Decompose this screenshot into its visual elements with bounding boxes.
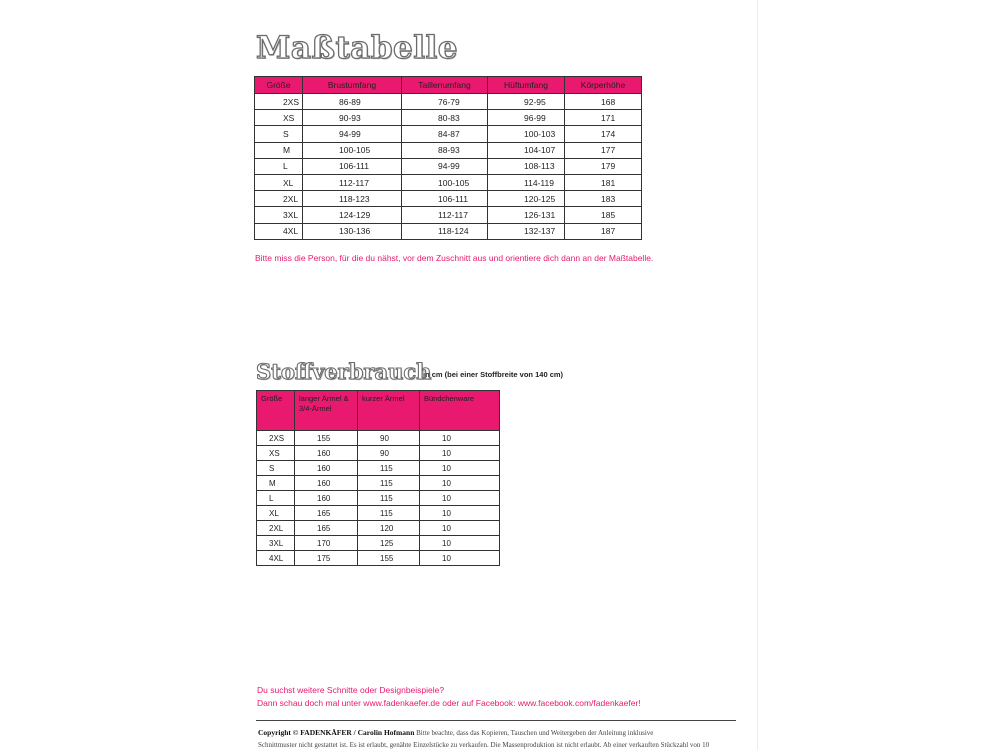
value-cell: 100-105 <box>303 142 402 158</box>
size-cell: 4XL <box>255 223 303 239</box>
value-cell: 187 <box>565 223 642 239</box>
value-cell: 10 <box>420 491 500 506</box>
header-cell: Taillenumfang <box>402 77 488 94</box>
table-row <box>257 431 500 446</box>
size-cell: 2XL <box>255 191 303 207</box>
header-cell: Brustumfang <box>303 77 402 94</box>
value-cell: 88-93 <box>402 142 488 158</box>
value-cell: 92-95 <box>488 94 565 110</box>
value-cell: 124-129 <box>303 207 402 223</box>
fabric-chart-subtitle: in cm (bei einer Stoffbreite von 140 cm) <box>423 370 564 379</box>
value-cell: 108-113 <box>488 158 565 174</box>
size-chart-title: Maßtabelle <box>256 30 459 66</box>
value-cell: 118-124 <box>402 223 488 239</box>
value-cell: 10 <box>420 521 500 536</box>
size-chart-body <box>255 94 642 240</box>
copyright-text-2: Schnittmuster nicht gestattet ist. Es ist erlaubt, genähte Einzelstücke zu verkaufen. Die Massenproduktion ist nicht erlaubt. Ab einer verkauften Stückzahl von 10 <box>258 741 710 749</box>
measure-note: Bitte miss die Person, für die du nähst, vor dem Zuschnitt aus und orientiere dich dann an der Maßtabelle. <box>255 253 654 263</box>
table-row <box>255 142 642 158</box>
value-cell: 120 <box>358 521 420 536</box>
table-row <box>255 174 642 190</box>
value-cell: 115 <box>358 491 420 506</box>
header-cell: Größe <box>257 391 295 431</box>
promo-line-1: Du suchst weitere Schnitte oder Designbeispiele? <box>257 685 445 695</box>
size-cell: 2XS <box>257 431 295 446</box>
size-cell: 3XL <box>255 207 303 223</box>
value-cell: 10 <box>420 476 500 491</box>
size-cell: XL <box>257 506 295 521</box>
table-row <box>255 158 642 174</box>
value-cell: 94-99 <box>402 158 488 174</box>
value-cell: 96-99 <box>488 110 565 126</box>
size-cell: 2XS <box>255 94 303 110</box>
table-row <box>255 110 642 126</box>
value-cell: 155 <box>295 431 358 446</box>
value-cell: 10 <box>420 551 500 566</box>
value-cell: 106-111 <box>303 158 402 174</box>
value-cell: 100-103 <box>488 126 565 142</box>
value-cell: 165 <box>295 506 358 521</box>
value-cell: 114-119 <box>488 174 565 190</box>
size-cell: L <box>257 491 295 506</box>
footer-divider <box>256 720 736 721</box>
size-cell: M <box>255 142 303 158</box>
value-cell: 160 <box>295 476 358 491</box>
value-cell: 177 <box>565 142 642 158</box>
value-cell: 181 <box>565 174 642 190</box>
table-row <box>257 551 500 566</box>
value-cell: 185 <box>565 207 642 223</box>
value-cell: 90 <box>358 431 420 446</box>
value-cell: 106-111 <box>402 191 488 207</box>
size-cell: 3XL <box>257 536 295 551</box>
value-cell: 171 <box>565 110 642 126</box>
size-cell: S <box>255 126 303 142</box>
size-cell: L <box>255 158 303 174</box>
value-cell: 155 <box>358 551 420 566</box>
header-cell: Körperhöhe <box>565 77 642 94</box>
value-cell: 160 <box>295 461 358 476</box>
table-row <box>255 207 642 223</box>
value-cell: 120-125 <box>488 191 565 207</box>
size-cell: 4XL <box>257 551 295 566</box>
fabric-chart-table <box>256 390 500 566</box>
value-cell: 183 <box>565 191 642 207</box>
copyright-text-1: Bitte beachte, dass das Kopieren, Tauschen und Weitergeben der Anleitung inklusive <box>416 729 654 737</box>
size-cell: XS <box>257 446 295 461</box>
size-cell: M <box>257 476 295 491</box>
value-cell: 80-83 <box>402 110 488 126</box>
fabric-chart-body <box>257 431 500 566</box>
value-cell: 10 <box>420 431 500 446</box>
copyright-label: Copyright © FADENKÄFER / Carolin Hofmann <box>258 728 415 737</box>
table-row <box>255 191 642 207</box>
header-cell: Größe <box>255 77 303 94</box>
value-cell: 115 <box>358 506 420 521</box>
table-row <box>255 94 642 110</box>
value-cell: 168 <box>565 94 642 110</box>
value-cell: 100-105 <box>402 174 488 190</box>
promo-line-2: Dann schau doch mal unter www.fadenkaefer.de oder auf Facebook: www.facebook.com/fadenkaefer! <box>257 698 641 708</box>
value-cell: 115 <box>358 461 420 476</box>
size-cell: 2XL <box>257 521 295 536</box>
table-row <box>255 126 642 142</box>
table-row <box>257 461 500 476</box>
value-cell: 130-136 <box>303 223 402 239</box>
value-cell: 84-87 <box>402 126 488 142</box>
value-cell: 118-123 <box>303 191 402 207</box>
value-cell: 125 <box>358 536 420 551</box>
value-cell: 126-131 <box>488 207 565 223</box>
value-cell: 90-93 <box>303 110 402 126</box>
value-cell: 10 <box>420 536 500 551</box>
table-header-row <box>255 77 642 94</box>
value-cell: 179 <box>565 158 642 174</box>
header-cell: kurzer Ärmel <box>358 391 420 431</box>
header-cell: langer Ärmel & 3/4-Ärmel <box>295 391 358 431</box>
value-cell: 86-89 <box>303 94 402 110</box>
value-cell: 10 <box>420 506 500 521</box>
value-cell: 90 <box>358 446 420 461</box>
value-cell: 10 <box>420 461 500 476</box>
table-row <box>257 476 500 491</box>
value-cell: 165 <box>295 521 358 536</box>
value-cell: 132-137 <box>488 223 565 239</box>
fabric-chart-title: Stoffverbrauch <box>256 359 432 384</box>
table-row <box>257 491 500 506</box>
size-cell: XS <box>255 110 303 126</box>
value-cell: 76-79 <box>402 94 488 110</box>
size-cell: XL <box>255 174 303 190</box>
value-cell: 170 <box>295 536 358 551</box>
copyright-notice <box>258 727 738 750</box>
value-cell: 160 <box>295 446 358 461</box>
value-cell: 112-117 <box>303 174 402 190</box>
table-row <box>255 223 642 239</box>
value-cell: 115 <box>358 476 420 491</box>
size-cell: S <box>257 461 295 476</box>
value-cell: 94-99 <box>303 126 402 142</box>
table-header-row <box>257 391 500 431</box>
table-row <box>257 446 500 461</box>
value-cell: 112-117 <box>402 207 488 223</box>
value-cell: 10 <box>420 446 500 461</box>
header-cell: Hüftumfang <box>488 77 565 94</box>
value-cell: 174 <box>565 126 642 142</box>
table-row <box>257 536 500 551</box>
value-cell: 175 <box>295 551 358 566</box>
header-cell: Bündchenware <box>420 391 500 431</box>
table-row <box>257 506 500 521</box>
value-cell: 160 <box>295 491 358 506</box>
table-row <box>257 521 500 536</box>
value-cell: 104-107 <box>488 142 565 158</box>
size-chart-table <box>254 76 642 240</box>
